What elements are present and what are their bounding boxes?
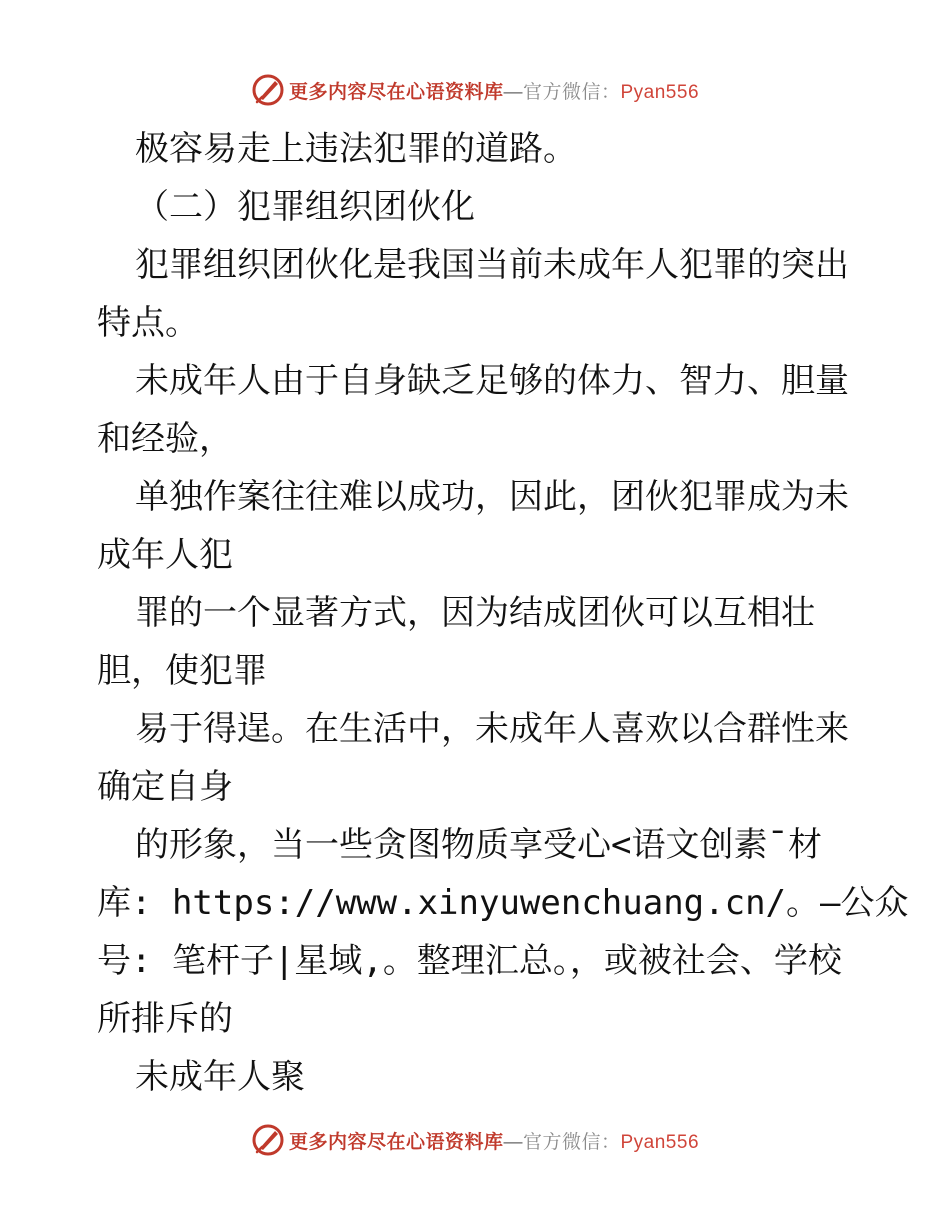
footer-banner-tail: 官方微信： [522, 1131, 621, 1153]
header-banner-lead: 更多内容尽在心语资料库 [288, 81, 504, 103]
quill-pen-logo-icon [251, 1123, 285, 1157]
header-banner-separator: — [503, 81, 523, 103]
body-text [97, 120, 909, 1106]
text-line: 和经验， [97, 419, 233, 459]
text-line: 未成年人由于自身缺乏足够的体力、智力、胆量 [135, 361, 849, 401]
text-line: 确定自身 [97, 767, 233, 807]
footer-banner-separator: — [503, 1131, 523, 1153]
text-line: 库: https://www.xinyuwenchuang.cn/。—公众 [97, 883, 909, 923]
text-line: 犯罪组织团伙化是我国当前未成年人犯罪的突出 [135, 245, 849, 285]
footer-banner-lead: 更多内容尽在心语资料库 [288, 1131, 504, 1153]
footer-banner-wechat-id: Pyan556 [620, 1131, 700, 1153]
text-line: 号: 笔杆子|星域,。整理汇总。，或被社会、学校 [97, 941, 842, 981]
footer-banner-inner [251, 1123, 699, 1157]
text-line: 未成年人聚 [135, 1057, 305, 1097]
text-line: 罪的一个显著方式，因为结成团伙可以互相壮 [135, 593, 815, 633]
text-line: 胆，使犯罪 [97, 651, 267, 691]
header-banner-text [289, 77, 699, 104]
text-line: 所排斥的 [97, 999, 233, 1039]
text-line: 单独作案往往难以成功，因此，团伙犯罪成为未 [135, 477, 849, 517]
header-banner [0, 70, 950, 110]
text-line: 极容易走上违法犯罪的道路。 [135, 129, 577, 169]
quill-pen-logo-icon [251, 73, 285, 107]
header-banner-inner [251, 73, 699, 107]
text-line: 特点。 [97, 303, 199, 343]
header-banner-tail: 官方微信： [522, 81, 621, 103]
footer-banner [0, 1120, 950, 1160]
text-line: 的形象，当一些贪图物质享受心<语文创素¯材 [135, 825, 822, 865]
section-heading: （二）犯罪组织团伙化 [135, 187, 475, 227]
text-line: 易于得逞。在生活中，未成年人喜欢以合群性来 [135, 709, 849, 749]
footer-banner-text [289, 1127, 699, 1154]
header-banner-wechat-id: Pyan556 [620, 81, 700, 103]
text-line: 成年人犯 [97, 535, 233, 575]
